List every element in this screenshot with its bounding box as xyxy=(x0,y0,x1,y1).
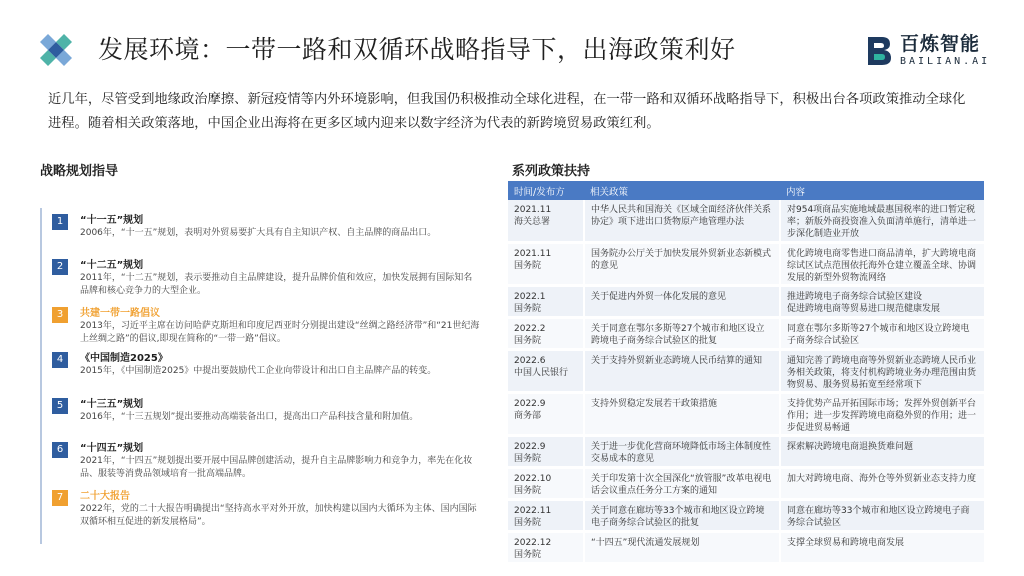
logo-mark-icon xyxy=(36,30,76,70)
table-cell-policy: 关于支持外贸新业态跨境人民币结算的通知 xyxy=(584,349,780,392)
timeline-item-text: 2016年，“十三五规划”提出要推动高端装备出口，提高出口产品科技含量和附加值。 xyxy=(80,412,419,422)
section-title-strategy: 战略规划指导 xyxy=(40,164,119,179)
table-row xyxy=(508,499,984,531)
column-header: 相关政策 xyxy=(584,181,780,200)
strategy-timeline xyxy=(40,204,480,544)
table-row xyxy=(508,349,984,392)
timeline-item-text: 2013年，习近平主席在访问哈萨克斯坦和印度尼西亚时分别提出建设“丝绸之路经济带”和“21世纪海上丝绸之路”的倡议,即现在简称的“一带一路”倡议。 xyxy=(80,321,480,344)
table-row xyxy=(508,392,984,435)
timeline-item-text: 2015年，《中国制造2025》中提出要鼓励代工企业向带设计和出口自主品牌产品的转变。 xyxy=(80,366,437,376)
table-cell-time: 2022.9 商务部 xyxy=(508,392,584,435)
brand-mark-icon xyxy=(864,33,894,69)
table-cell-policy: 关于印发第十次全国深化“放管服”改革电视电话会议重点任务分工方案的通知 xyxy=(584,467,780,499)
timeline-item-title: “十三五”规划 xyxy=(80,399,144,410)
timeline-item-title: “十四五”规划 xyxy=(80,443,144,454)
timeline-number-badge: 1 xyxy=(52,214,68,230)
table-cell-policy: 国务院办公厅关于加快发展外贸新业态新模式的意见 xyxy=(584,242,780,285)
table-cell-content: 加大对跨境电商、海外仓等外贸新业态支持力度 xyxy=(780,467,984,499)
table-cell-time: 2022.11 国务院 xyxy=(508,499,584,531)
table-cell-content: 同意在廊坊等33个城市和地区设立跨境电子商务综合试验区 xyxy=(780,499,984,531)
section-title-policy: 系列政策扶持 xyxy=(512,164,591,179)
table-cell-policy: 关于同意在廊坊等33个城市和地区设立跨境电子商务综合试验区的批复 xyxy=(584,499,780,531)
table-cell-content: 探索解决跨境电商退换货难问题 xyxy=(780,435,984,467)
table-row xyxy=(508,285,984,317)
brand-subtitle: BAILIAN.AI xyxy=(900,56,991,67)
table-cell-time: 2021.11 海关总署 xyxy=(508,200,584,242)
timeline-number-badge: 2 xyxy=(52,259,68,275)
table-row xyxy=(508,200,984,242)
table-row xyxy=(508,531,984,563)
table-cell-content: 同意在鄂尔多斯等27个城市和地区设立跨境电子商务综合试验区 xyxy=(780,317,984,349)
table-cell-content: 支撑全球贸易和跨境电商发展 xyxy=(780,531,984,563)
timeline-number-badge: 3 xyxy=(52,307,68,323)
brand-logo xyxy=(864,33,990,69)
table-cell-time: 2022.6 中国人民银行 xyxy=(508,349,584,392)
table-row xyxy=(508,242,984,285)
table-row xyxy=(508,435,984,467)
table-cell-time: 2022.10 国务院 xyxy=(508,467,584,499)
timeline-number-badge: 4 xyxy=(52,352,68,368)
table-cell-policy: 支持外贸稳定发展若干政策措施 xyxy=(584,392,780,435)
table-cell-content: 优化跨境电商零售进口商品清单，扩大跨境电商综试区试点范围依托海外仓建立覆盖全球、协调发展的新型外贸物流网络 xyxy=(780,242,984,285)
column-header: 内容 xyxy=(780,181,984,200)
table-cell-time: 2022.9 国务院 xyxy=(508,435,584,467)
timeline-item-title: 《中国制造2025》 xyxy=(80,353,168,364)
table-cell-content: 推进跨境电子商务综合试验区建设 促进跨境电商等贸易进口规范健康发展 xyxy=(780,285,984,317)
table-cell-policy: 关于进一步优化营商环境降低市场主体制度性交易成本的意见 xyxy=(584,435,780,467)
table-cell-time: 2022.2 国务院 xyxy=(508,317,584,349)
timeline-item-text: 2022年，党的二十大报告明确提出“坚持高水平对外开放，加快构建以国内大循环为主体、国内国际双循环相互促进的新发展格局”。 xyxy=(80,504,477,527)
timeline-number-badge: 5 xyxy=(52,398,68,414)
table-header-row xyxy=(508,181,984,200)
policy-table xyxy=(508,181,984,565)
timeline-item-text: 2011年，“十二五”规划，表示要推动自主品牌建设，提升品牌价值和效应，加快发展拥有国际知名品牌和核心竞争力的大型企业。 xyxy=(80,273,473,296)
timeline-number-badge: 7 xyxy=(52,490,68,506)
column-header: 时间/发布方 xyxy=(508,181,584,200)
table-cell-content: 支持优势产品开拓国际市场；发挥外贸创新平台作用；进一步发挥跨境电商稳外贸的作用；进一步促进贸易畅通 xyxy=(780,392,984,435)
table-cell-time: 2022.12 国务院 xyxy=(508,531,584,563)
timeline-item-text: 2006年，“十一五”规划，表明对外贸易要扩大具有自主知识产权、自主品牌的商品出口。 xyxy=(80,228,437,238)
table-cell-time: 2022.1 国务院 xyxy=(508,285,584,317)
brand-name: 百炼智能 xyxy=(900,33,981,55)
table-cell-time: 2021.11 国务院 xyxy=(508,242,584,285)
table-cell-policy: “十四五”现代流通发展规划 xyxy=(584,531,780,563)
timeline-item-title: 二十大报告 xyxy=(80,491,130,502)
timeline-item-title: 共建一带一路倡议 xyxy=(80,308,160,319)
timeline-number-badge: 6 xyxy=(52,442,68,458)
table-cell-policy: 关于促进内外贸一体化发展的意见 xyxy=(584,285,780,317)
table-cell-policy: 中华人民共和国海关《区域全面经济伙伴关系协定》项下进出口货物原产地管理办法 xyxy=(584,200,780,242)
table-row xyxy=(508,317,984,349)
timeline-line xyxy=(40,208,42,544)
timeline-item-title: “十二五”规划 xyxy=(80,260,144,271)
page-title: 发展环境：一带一路和双循环战略指导下，出海政策利好 xyxy=(98,35,736,64)
intro-paragraph: 近几年，尽管受到地缘政治摩擦、新冠疫情等内外环境影响，但我国仍积极推动全球化进程，在一带一路和双循环战略指导下，积极出台各项政策推动全球化进程。随着相关政策落地，中国企业出海将在更多区域内迎来以数字经济为代表的新跨境贸易政策红利。 xyxy=(48,92,966,131)
table-cell-content: 对954项商品实施地域最惠国税率的进口暂定税率；新版外商投资准入负面清单施行，清单进一步深化制造业开放 xyxy=(780,200,984,242)
table-row xyxy=(508,467,984,499)
table-cell-content: 通知完善了跨境电商等外贸新业态跨境人民币业务相关政策，将支付机构跨境业务办理范围由货物贸易、服务贸易拓宽至经常项下 xyxy=(780,349,984,392)
table-cell-policy: 关于同意在鄂尔多斯等27个城市和地区设立跨境电子商务综合试验区的批复 xyxy=(584,317,780,349)
timeline-item-title: “十一五”规划 xyxy=(80,215,144,226)
timeline-item-text: 2021年，“十四五”规划提出要开展中国品牌创建活动，提升自主品牌影响力和竞争力，率先在化妆品、服装等消费品领域培育一批高端品牌。 xyxy=(80,456,473,479)
